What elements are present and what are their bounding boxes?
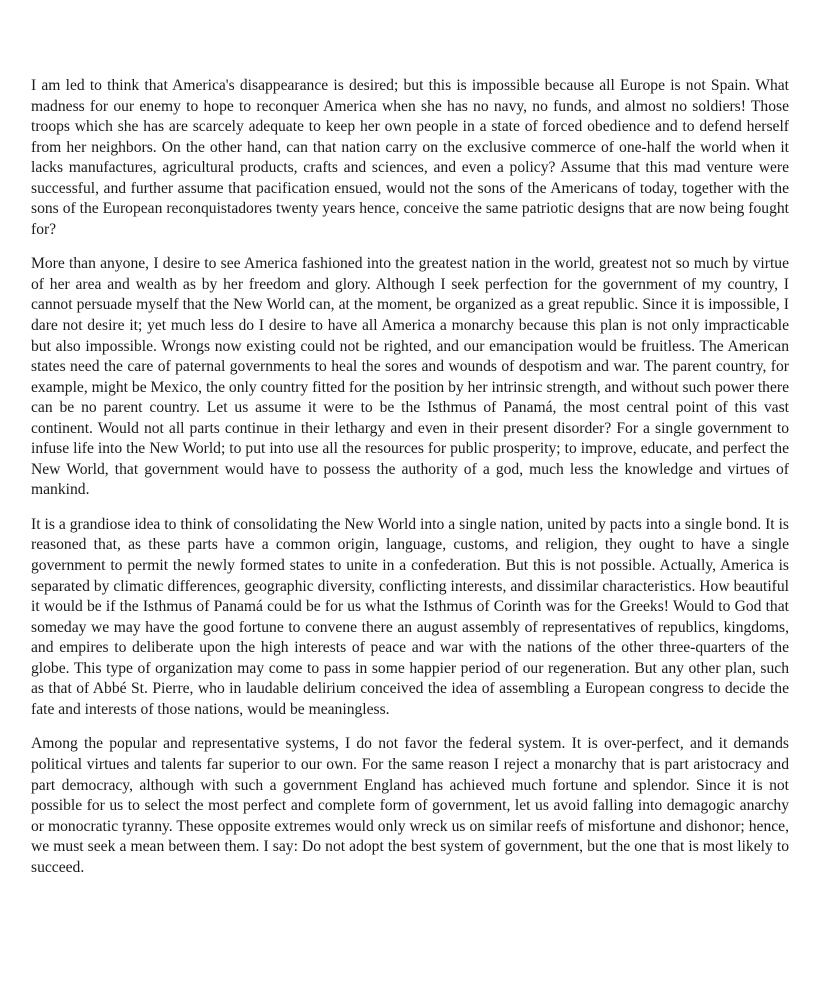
document-body [31,76,789,892]
paragraph-2: More than anyone, I desire to see America fashioned into the greatest nation in the world, greatest not so much by virtue of her area and wealth as by her freedom and glory. Although I seek perfection for the government of my country, I cannot persuade myself that the New World can, at the moment, be organized as a great republic. Since it is impossible, I dare not desire it; yet much less do I desire to have all America a monarchy because this plan is not only impracticable but also impossible. Wrongs now existing could not be righted, and our emancipation would be fruitless. The American states need the care of paternal governments to heal the sores and wounds of despotism and war. The parent country, for example, might be Mexico, the only country fitted for the position by her intrinsic strength, and without such power there can be no parent country. Let us assume it were to be the Isthmus of Panamá, the most central point of this vast continent. Would not all parts continue in their lethargy and even in their present disorder? For a single government to infuse life into the New World; to put into use all the resources for public prosperity; to improve, educate, and perfect the New World, that government would have to possess the authority of a god, much less the knowledge and virtues of mankind. [31,255,789,499]
paragraph-1: I am led to think that America's disappearance is desired; but this is impossible because all Europe is not Spain. What madness for our enemy to hope to reconquer America when she has no navy, no funds, and almost no soldiers! Those troops which she has are scarcely adequate to keep her own people in a state of forced obedience and to defend herself from her neighbors. On the other hand, can that nation carry on the exclusive commerce of one-half the world when it lacks manufactures, agricultural products, crafts and sciences, and even a policy? Assume that this mad venture were successful, and further assume that pacification ensued, would not the sons of the Americans of today, together with the sons of the European reconquistadores twenty years hence, conceive the same patriotic designs that are now being fought for? [31,77,789,238]
paragraph-3: It is a grandiose idea to think of consolidating the New World into a single nation, united by pacts into a single bond. It is reasoned that, as these parts have a common origin, language, customs, and religion, they ought to have a single government to permit the newly formed states to unite in a confederation. But this is not possible. Actually, America is separated by climatic differences, geographic diversity, conflicting interests, and dissimilar characteristics. How beautiful it would be if the Isthmus of Panamá could be for us what the Isthmus of Corinth was for the Greeks! Would to God that someday we may have the good fortune to convene there an august assembly of representatives of republics, kingdoms, and empires to deliberate upon the high interests of peace and war with the nations of the other three-quarters of the globe. This type of organization may come to pass in some happier period of our regeneration. But any other plan, such as that of Abbé St. Pierre, who in laudable delirium conceived the idea of assembling a European congress to decide the fate and interests of those nations, would be meaningless. [31,515,789,718]
paragraph-4: Among the popular and representative systems, I do not favor the federal system. It is over-perfect, and it demands political virtues and talents far superior to our own. For the same reason I reject a monarchy that is part aristocracy and part democracy, although with such a government England has achieved much fortune and splendor. Since it is not possible for us to select the most perfect and complete form of government, let us avoid falling into demagogic anarchy or monocratic tyranny. These opposite extremes would only wreck us on similar reefs of misfortune and dishonor; hence, we must seek a mean between them. I say: Do not adopt the best system of government, but the one that is most likely to succeed. [31,735,789,876]
